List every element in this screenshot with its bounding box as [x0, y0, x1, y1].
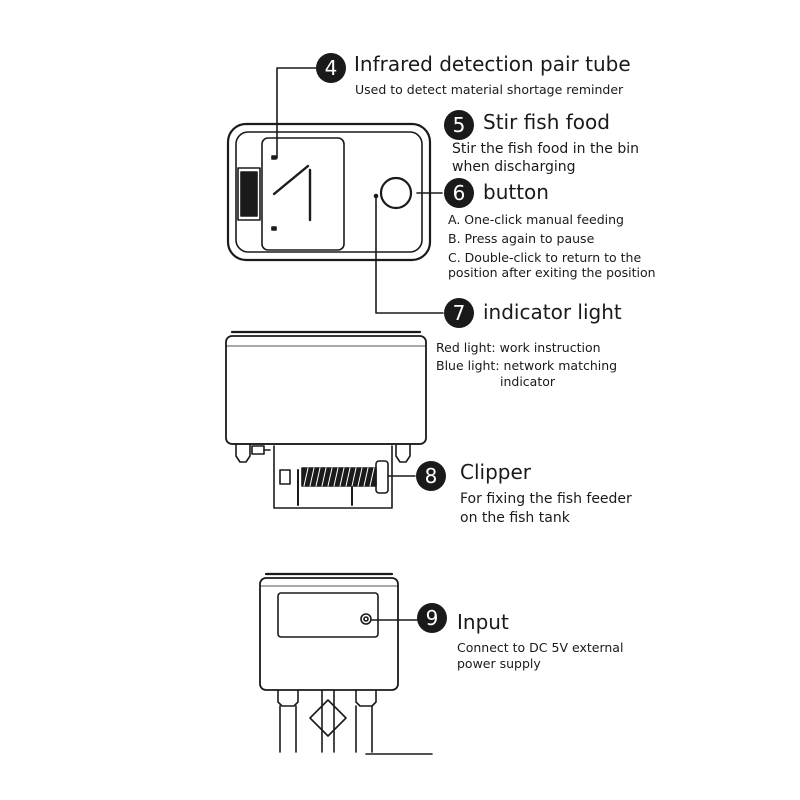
callout-4-badge: 4	[316, 53, 346, 83]
feeder-side-view	[226, 332, 426, 508]
callout-6-desc-c1: C. Double-click to return to the	[448, 250, 642, 265]
callout-6-desc-a: A. One-click manual feeding	[448, 212, 624, 227]
callout-7-desc-3: indicator	[500, 374, 556, 389]
callout-7-desc-1: Red light: work instruction	[436, 340, 601, 355]
callout-6-title: button	[483, 180, 549, 204]
callout-7-desc-2: Blue light: network matching	[436, 358, 618, 373]
leader-4	[277, 68, 316, 158]
callout-6-desc-c2: position after exiting the position	[448, 265, 656, 280]
callout-8-badge: 8	[416, 461, 446, 491]
callout-6-desc-b: B. Press again to pause	[448, 231, 595, 246]
leader-7	[376, 196, 443, 313]
callout-8-title: Clipper	[460, 460, 531, 484]
callout-8-desc-2: on the fish tank	[460, 510, 570, 526]
callout-9-badge: 9	[417, 603, 447, 633]
callout-5-badge: 5	[444, 110, 474, 140]
callout-9-title: Input	[457, 610, 509, 634]
callout-7-title: indicator light	[483, 300, 622, 324]
callout-8-desc-1: For fixing the fish feeder	[460, 491, 632, 507]
callout-5-desc-1: Stir the fish food in the bin	[452, 141, 640, 157]
callout-9-desc-1: Connect to DC 5V external	[457, 640, 624, 655]
callout-5-desc-2: when discharging	[452, 159, 576, 175]
feeder-top-view	[228, 124, 430, 260]
callout-6-badge: 6	[444, 178, 474, 208]
callout-5-title: Stir fish food	[483, 110, 610, 134]
callout-4-title: Infrared detection pair tube	[354, 52, 631, 76]
callout-9-desc-2: power supply	[457, 656, 541, 671]
callout-7-badge: 7	[444, 298, 474, 328]
callout-4-desc: Used to detect material shortage reminder	[355, 82, 624, 97]
feeder-front-view	[260, 574, 432, 754]
